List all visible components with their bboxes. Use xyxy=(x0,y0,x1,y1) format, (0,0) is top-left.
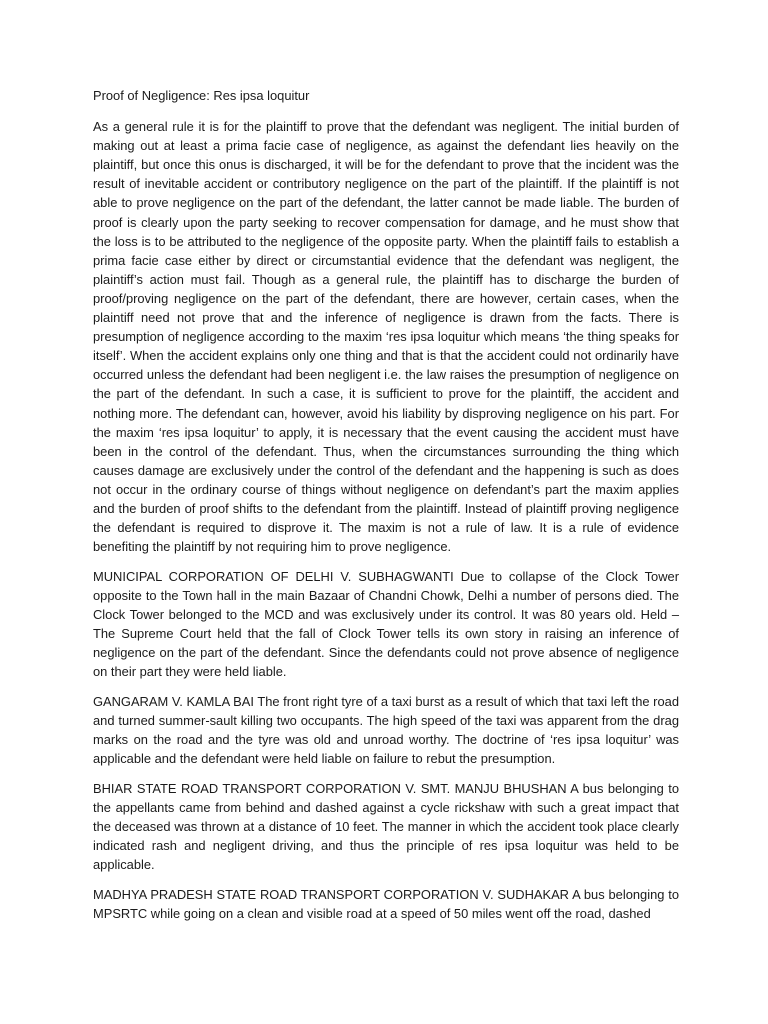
case-text: Due to collapse of the Clock Tower opposite to the Town hall in the main Bazaar of Chandni Chowk, Delhi a number of persons died. The Clock Tower belonged to the MCD and was exclusively under its control. It was 80 years old. Held – The Supreme Court held that the fall of Clock Tower tells its own story in raising an inference of negligence on the part of the defendant. Since the defendants could not prove absence of negligence on their part they were held liable. xyxy=(93,568,679,680)
intro-paragraph: As a general rule it is for the plaintiff to prove that the defendant was negligent. The initial burden of making out at least a prima facie case of negligence, as against the defendant lies heavily on the plaintiff, but once this onus is discharged, it will be for the defendant to prove that the incident was the result of inevitable accident or contributory negligence on the part of the plaintiff. If the plaintiff is not able to prove negligence on the part of the defendant, the latter cannot be made liable. The burden of proof is clearly upon the party seeking to recover compensation for damage, and he must show that the loss is to be attributed to the negligence of the opposite party. When the plaintiff fails to establish a prima facie case either by direct or circumstantial evidence that the defendant was negligent, the plaintiff’s action must fail. Though as a general rule, the plaintiff has to discharge the burden of proof/proving negligence on the part of the defendant, there are however, certain cases, when the plaintiff need not prove that and the inference of negligence is drawn from the facts. There is presumption of negligence according to the maxim ‘res ipsa loquitur which means ‘the thing speaks for itself’. When the accident explains only one thing and that is that the accident could not ordinarily have occurred unless the defendant had been negligent i.e. the law raises the presumption of negligence on the part of the defendant. In such a case, it is sufficient to prove for the plaintiff, the accident and nothing more. The defendant can, however, avoid his liability by disproving negligence on his part. For the maxim ‘res ipsa loquitur’ to apply, it is necessary that the event causing the accident must have been in the control of the defendant. Thus, when the circumstances surrounding the thing which causes damage are exclusively under the control of the defendant and the happening is such as does not occur in the ordinary course of things without negligence on defendant’s part the maxim applies and the burden of proof shifts to the defendant from the plaintiff. Instead of plaintiff proving negligence the defendant is required to disprove it. The maxim is not a rule of law. It is a rule of evidence benefiting the plaintiff by not requiring him to prove negligence. xyxy=(93,119,679,555)
case-paragraph-bihar xyxy=(93,779,679,874)
case-name: BHIAR STATE ROAD TRANSPORT CORPORATION V. SMT. MANJU BHUSHAN xyxy=(93,780,567,796)
case-name: MADHYA PRADESH STATE ROAD TRANSPORT CORPORATION V. SUDHAKAR xyxy=(93,886,569,902)
case-name: MUNICIPAL CORPORATION OF DELHI V. SUBHAGWANTI xyxy=(93,568,454,584)
case-paragraph-mcd xyxy=(93,567,679,682)
case-paragraph-mpsrtc xyxy=(93,885,679,923)
case-text: A bus belonging to MPSRTC while going on a clean and visible road at a speed of 50 miles went off the road, dashed xyxy=(93,886,679,921)
document-page xyxy=(93,86,679,933)
case-paragraph-gangaram xyxy=(93,692,679,768)
case-text: The front right tyre of a taxi burst as a result of which that taxi left the road and turned summer-sault killing two occupants. The high speed of the taxi was apparent from the drag marks on the road and the tyre was old and unroad worthy. The doctrine of ‘res ipsa loquitur’ was applicable and the defendant were held liable on failure to rebut the presumption. xyxy=(93,693,679,767)
case-name: GANGARAM V. KAMLA BAI xyxy=(93,693,254,709)
case-text: A bus belonging to the appellants came from behind and dashed against a cycle rickshaw with such a great impact that the deceased was thrown at a distance of 10 feet. The manner in which the accident took place clearly indicated rash and negligent driving, and thus the principle of res ipsa loquitur was held to be applicable. xyxy=(93,780,680,873)
document-title: Proof of Negligence: Res ipsa loquitur xyxy=(93,88,310,103)
